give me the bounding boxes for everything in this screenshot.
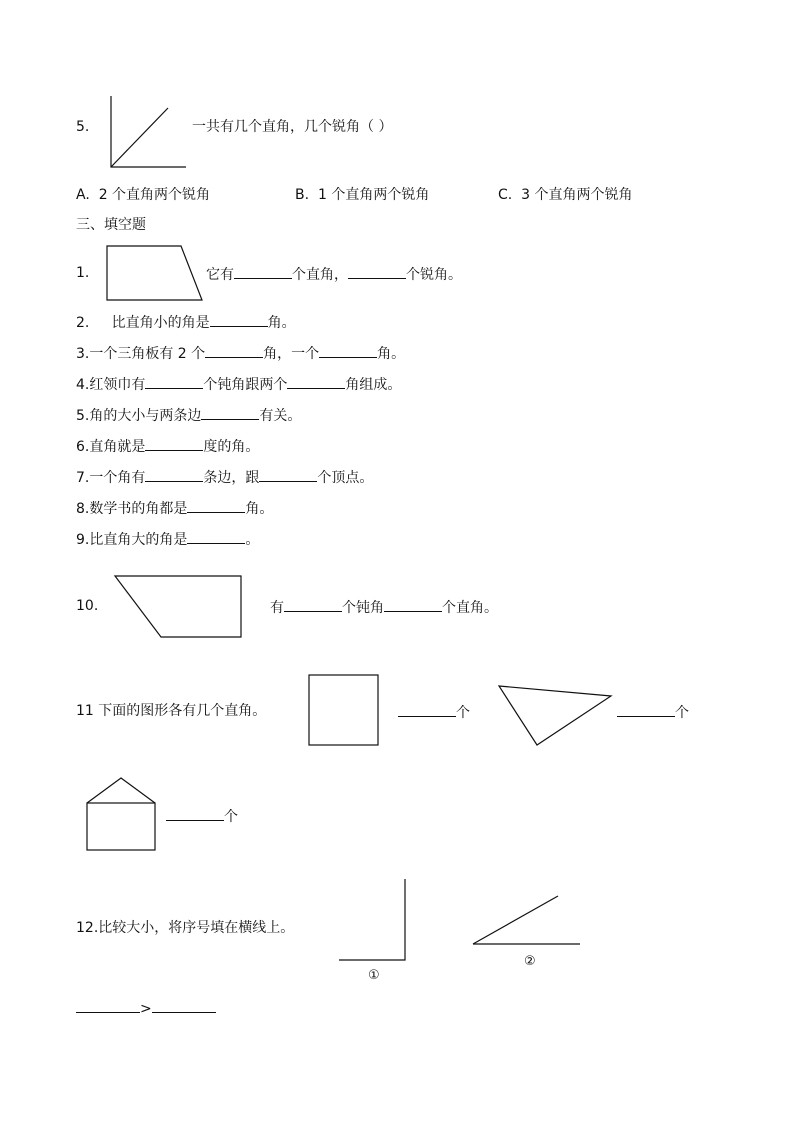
- q5-option-c[interactable]: [498, 186, 633, 204]
- option-text: 2 个直角两个锐角: [98, 187, 211, 203]
- option-letter: B.: [295, 187, 310, 203]
- fill-q8-line: 8.数学书的角都是 角。: [76, 498, 273, 518]
- fill-q10-line: 有 个钝角 个直角。: [270, 597, 498, 617]
- fill-q3-line: 3.一个三角板有 2 个 角，一个 角。: [76, 343, 405, 363]
- answer-blank[interactable]: [76, 998, 140, 1013]
- figure-1-label: ①: [368, 968, 380, 983]
- fill-q10-trapezoid-figure: [114, 575, 246, 641]
- answer-blank[interactable]: [145, 374, 203, 389]
- answer-blank[interactable]: [187, 498, 245, 513]
- q5-option-a[interactable]: [76, 186, 210, 204]
- q5-option-b[interactable]: [295, 186, 429, 204]
- fill-q1-trapezoid-figure: [106, 245, 206, 305]
- option-letter: A.: [76, 187, 90, 203]
- answer-blank[interactable]: [152, 998, 216, 1013]
- section-title: 三、填空题: [76, 217, 146, 233]
- answer-blank[interactable]: [187, 529, 245, 544]
- fill-q11-answer-2: 个: [617, 702, 689, 722]
- fill-q11-square-figure: [308, 674, 382, 748]
- fill-q11-triangle-figure: [497, 684, 615, 748]
- answer-blank[interactable]: [398, 702, 456, 717]
- answer-blank[interactable]: [234, 264, 292, 279]
- fill-q11-answer-1: 个: [398, 702, 470, 722]
- fill-q12-label: 12.比较大小，将序号填在横线上。: [76, 920, 295, 936]
- fill-q12-compare-line: [76, 998, 216, 1018]
- answer-blank[interactable]: [210, 312, 268, 327]
- q5-angle-figure: [108, 96, 192, 170]
- fill-q1-number: 1.: [76, 265, 90, 281]
- answer-blank[interactable]: [259, 467, 317, 482]
- fill-q12-right-angle-figure: [338, 878, 410, 964]
- greater-than-sign: >: [140, 1001, 152, 1017]
- q5-number: 5.: [76, 119, 90, 135]
- option-text: 1 个直角两个锐角: [317, 187, 430, 203]
- answer-blank[interactable]: [205, 343, 263, 358]
- fill-q11-label: 11 下面的图形各有几个直角。: [76, 703, 267, 719]
- fill-q11-house-figure: [86, 776, 160, 854]
- fill-q7-line: 7.一个角有 条边，跟 个顶点。: [76, 467, 373, 487]
- fill-q9-line: 9.比直角大的角是 。: [76, 529, 259, 549]
- answer-blank[interactable]: [384, 597, 442, 612]
- fill-q11-answer-3: 个: [166, 806, 238, 826]
- answer-blank[interactable]: [145, 436, 203, 451]
- answer-blank[interactable]: [348, 264, 406, 279]
- answer-blank[interactable]: [145, 467, 203, 482]
- answer-blank[interactable]: [617, 702, 675, 717]
- answer-blank[interactable]: [166, 806, 224, 821]
- answer-blank[interactable]: [201, 405, 259, 420]
- option-letter: C.: [498, 187, 513, 203]
- answer-blank[interactable]: [284, 597, 342, 612]
- fill-q4-line: 4.红领巾有 个钝角跟两个 角组成。: [76, 374, 401, 394]
- fill-q2-line: 2. 比直角小的角是 角。: [76, 312, 296, 332]
- q5-question: 一共有几个直角，几个锐角（ ）: [192, 119, 393, 135]
- option-text: 3 个直角两个锐角: [521, 187, 633, 203]
- fill-q1-line: 它有 个直角， 个锐角。: [206, 264, 462, 284]
- fill-q6-line: 6.直角就是 度的角。: [76, 436, 259, 456]
- fill-q10-number: 10.: [76, 598, 99, 614]
- answer-blank[interactable]: [287, 374, 345, 389]
- answer-blank[interactable]: [319, 343, 377, 358]
- figure-2-label: ②: [524, 954, 536, 969]
- fill-q12-acute-angle-figure: [472, 894, 584, 948]
- fill-q5-line: 5.角的大小与两条边 有关。: [76, 405, 301, 425]
